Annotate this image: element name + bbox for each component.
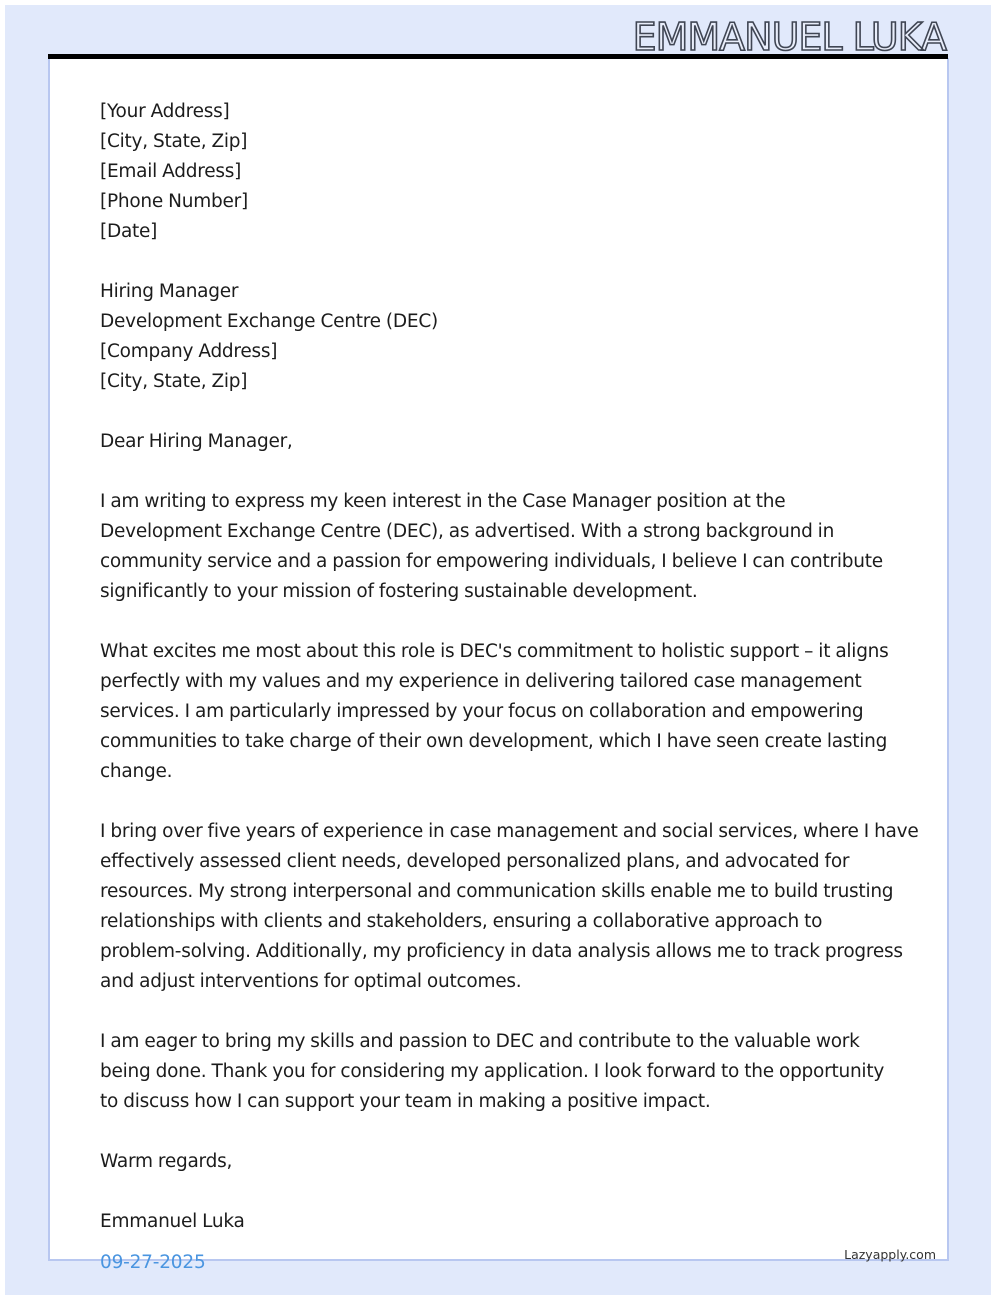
paragraph-line: community service and a passion for empowering individuals, I believe I can contribute bbox=[100, 551, 883, 572]
paragraph-line: communities to take charge of their own development, which I have seen create lasting bbox=[100, 731, 888, 752]
footer-brand: Lazyapply.com bbox=[844, 1247, 936, 1262]
paragraph-line: I am eager to bring my skills and passion to DEC and contribute to the valuable work bbox=[100, 1031, 860, 1052]
paragraph-line: change. bbox=[100, 761, 173, 782]
paragraph-line: relationships with clients and stakeholders, ensuring a collaborative approach to bbox=[100, 911, 823, 932]
paragraph-line: Development Exchange Centre (DEC), as advertised. With a strong background in bbox=[100, 521, 835, 542]
paragraph-line: resources. My strong interpersonal and communication skills enable me to build trusting bbox=[100, 881, 894, 902]
letter-paragraphs bbox=[100, 487, 919, 1147]
sender-address: [Your Address] bbox=[100, 101, 230, 122]
body-paragraph bbox=[100, 487, 910, 607]
recipient-address: [Company Address] bbox=[100, 341, 278, 362]
paragraph-line: What excites me most about this role is DEC's commitment to holistic support – it aligns bbox=[100, 641, 889, 662]
sender-block bbox=[100, 97, 910, 247]
spacer bbox=[100, 457, 910, 487]
sender-email: [Email Address] bbox=[100, 161, 242, 182]
closing: Warm regards, bbox=[100, 1151, 233, 1172]
spacer bbox=[100, 397, 910, 427]
sender-city-state-zip: [City, State, Zip] bbox=[100, 131, 248, 152]
body-paragraph bbox=[100, 637, 910, 787]
paragraph-line: effectively assessed client needs, developed personalized plans, and advocated for bbox=[100, 851, 850, 872]
salutation: Dear Hiring Manager, bbox=[100, 431, 293, 452]
spacer bbox=[100, 247, 910, 277]
spacer bbox=[100, 997, 910, 1027]
paragraph-line: services. I am particularly impressed by your focus on collaboration and empowering bbox=[100, 701, 864, 722]
paragraph-line: to discuss how I can support your team in making a positive impact. bbox=[100, 1091, 711, 1112]
recipient-company: Development Exchange Centre (DEC) bbox=[100, 311, 438, 332]
body-paragraph bbox=[100, 817, 919, 997]
letter-body bbox=[100, 97, 919, 1237]
spacer bbox=[100, 607, 910, 637]
signature: Emmanuel Luka bbox=[100, 1211, 245, 1232]
spacer bbox=[100, 1177, 910, 1207]
recipient-city-state-zip: [City, State, Zip] bbox=[100, 371, 248, 392]
body-paragraph bbox=[100, 1027, 910, 1117]
spacer bbox=[100, 1117, 910, 1147]
paragraph-line: perfectly with my values and my experience in delivering tailored case management bbox=[100, 671, 862, 692]
paragraph-line: and adjust interventions for optimal outcomes. bbox=[100, 971, 522, 992]
header-name: EMMANUEL LUKA bbox=[632, 15, 946, 59]
paragraph-line: significantly to your mission of fostering sustainable development. bbox=[100, 581, 698, 602]
sender-phone: [Phone Number] bbox=[100, 191, 248, 212]
spacer bbox=[100, 787, 910, 817]
paragraph-line: being done. Thank you for considering my application. I look forward to the opportunity bbox=[100, 1061, 885, 1082]
sender-date: [Date] bbox=[100, 221, 158, 242]
footer-date: 09-27-2025 bbox=[100, 1252, 206, 1273]
paragraph-line: I bring over five years of experience in case management and social services, where I have bbox=[100, 821, 919, 842]
recipient-block bbox=[100, 277, 910, 397]
recipient-title: Hiring Manager bbox=[100, 281, 239, 302]
paragraph-line: I am writing to express my keen interest in the Case Manager position at the bbox=[100, 491, 786, 512]
paragraph-line: problem-solving. Additionally, my proficiency in data analysis allows me to track progress bbox=[100, 941, 903, 962]
